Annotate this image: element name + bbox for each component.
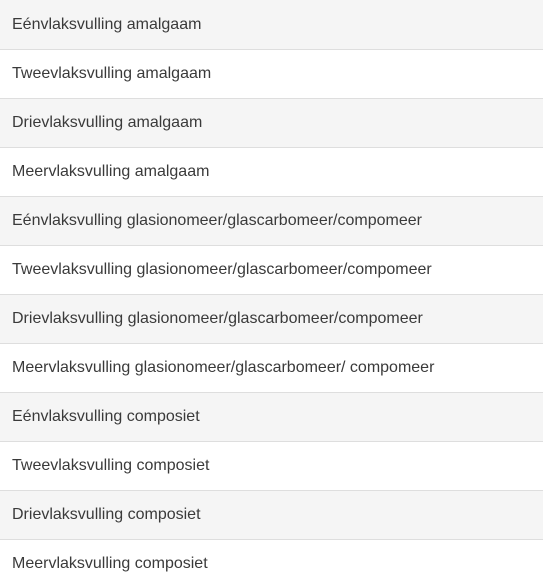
list-item[interactable] xyxy=(0,343,543,392)
list-item[interactable] xyxy=(0,441,543,490)
list-item-label: Tweevlaksvulling composiet xyxy=(12,457,210,474)
list-item[interactable] xyxy=(0,392,543,441)
list-item-label: Meervlaksvulling amalgaam xyxy=(12,163,210,180)
list-item-label: Eénvlaksvulling amalgaam xyxy=(12,15,202,33)
list-item[interactable] xyxy=(0,98,543,147)
list-item[interactable] xyxy=(0,245,543,294)
list-item-label: Tweevlaksvulling amalgaam xyxy=(12,65,212,82)
list-item-label: Tweevlaksvulling glasionomeer/glascarbomeer/compomeer xyxy=(12,261,432,278)
list-item-label: Drievlaksvulling composiet xyxy=(12,506,201,523)
list-item[interactable] xyxy=(0,196,543,245)
list-item[interactable] xyxy=(0,49,543,98)
list-item[interactable] xyxy=(0,490,543,539)
list-item[interactable] xyxy=(0,294,543,343)
list-item[interactable] xyxy=(0,539,543,583)
list-item-label: Meervlaksvulling composiet xyxy=(12,555,208,572)
list-item-label: Eénvlaksvulling composiet xyxy=(12,408,200,425)
list-item[interactable] xyxy=(0,147,543,196)
list-item[interactable] xyxy=(0,0,543,49)
list-item-label: Eénvlaksvulling glasionomeer/glascarbomeer/compomeer xyxy=(12,212,422,229)
list-item-label: Meervlaksvulling glasionomeer/glascarbomeer/ compomeer xyxy=(12,359,435,376)
list-item-label: Drievlaksvulling amalgaam xyxy=(12,114,203,131)
list-item-label: Drievlaksvulling glasionomeer/glascarbomeer/compomeer xyxy=(12,310,423,327)
